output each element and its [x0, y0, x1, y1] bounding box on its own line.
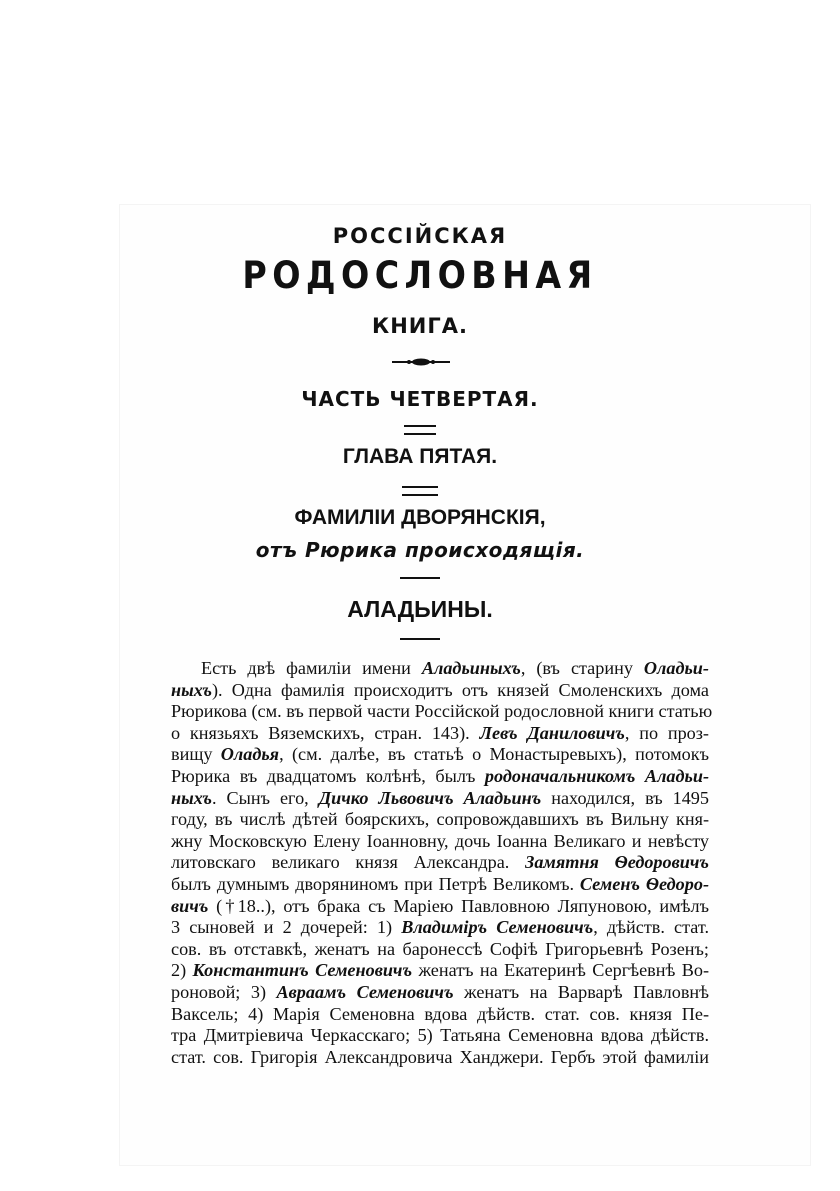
- double-rule: [404, 425, 436, 435]
- text-run: роновой; 3): [171, 981, 277, 1002]
- italic-name: ныхъ: [171, 679, 212, 700]
- text-run: литовскаго великаго князя Александра.: [171, 852, 526, 873]
- text-run: жну Московскую Елену Іоанновну, дочь Іоанна Великаго и невѣсту: [171, 830, 709, 851]
- text-run: 2): [171, 960, 193, 981]
- text-run: (†18..), отъ брака съ Маріею Павловною Ляпуновою, имѣлъ: [208, 895, 709, 916]
- text-line: [171, 939, 709, 961]
- italic-name: Семенъ Ѳедоро-: [579, 873, 710, 894]
- italic-name: Дичко Львовичъ Аладьинъ: [318, 787, 542, 808]
- italic-name: Замятня Ѳедоровичъ: [525, 852, 709, 873]
- text-run: о князьяхъ Вяземскихъ, стран. 143).: [171, 722, 480, 743]
- text-line: [171, 1025, 709, 1047]
- text-line: [171, 723, 709, 745]
- text-line: [171, 874, 709, 896]
- text-line: [171, 852, 709, 874]
- body-paragraph: [171, 658, 713, 1068]
- section-heading-line-1: ФАМИЛІИ ДВОРЯНСКІЯ,: [294, 506, 546, 529]
- text-line: [171, 809, 709, 831]
- title-line-3: КНИГА.: [372, 314, 468, 338]
- text-run: 3 сыновей и 2 дочерей: 1): [171, 917, 402, 938]
- text-run: стат. сов. Григорія Александровича Ханджери. Гербъ этой фамиліи: [171, 1046, 709, 1067]
- text-line: [171, 896, 709, 918]
- text-line: [171, 744, 709, 766]
- text-line: [171, 831, 709, 853]
- italic-name: Левъ Даниловичъ: [479, 722, 625, 743]
- text-run: Ваксель; 4) Марія Семеновна вдова дѣйств. стат. сов. князя Пе-: [171, 1003, 709, 1024]
- part-heading: ЧАСТЬ ЧЕТВЕРТАЯ.: [301, 387, 539, 411]
- text-run: женатъ на Варварѣ Павловнѣ: [453, 981, 710, 1002]
- text-run: , по проз-: [624, 722, 709, 743]
- text-run: женатъ на Екатеринѣ Сергѣевнѣ Во-: [412, 960, 709, 981]
- text-run: Рюрикова (см. въ первой части Россійской родословной книги статью: [171, 701, 713, 722]
- text-run: вищу: [171, 744, 221, 765]
- text-line: [171, 917, 709, 939]
- italic-name: Аладьиныхъ: [421, 658, 521, 678]
- text-run: Есть двѣ фамиліи имени: [201, 658, 422, 678]
- text-line: [171, 680, 709, 702]
- family-heading: АЛАДЬИНЫ.: [347, 596, 493, 622]
- text-run: , (см. далѣе, въ статьѣ о Монастыревыхъ), потомокъ: [279, 744, 710, 765]
- text-line: [171, 982, 709, 1004]
- text-line: [171, 788, 709, 810]
- text-line: [171, 766, 709, 788]
- text-run: , (въ старину: [520, 658, 644, 678]
- title-line-1: РОССІЙСКАЯ: [332, 224, 508, 248]
- text-run: находился, въ 1495: [541, 787, 709, 808]
- italic-name: Авраамъ Семеновичъ: [276, 981, 454, 1002]
- italic-name: родоначальникомъ Аладьи-: [484, 765, 709, 786]
- text-line: [171, 960, 709, 982]
- text-run: сов. въ отставкѣ, женатъ на баронессѣ Софіѣ Григорьевнѣ Розенъ;: [171, 938, 709, 959]
- ornament-divider: [392, 357, 450, 367]
- italic-name: Оладьи-: [643, 658, 709, 678]
- italic-name: вичъ: [171, 895, 209, 916]
- text-run: году, въ числѣ дѣтей боярскихъ, сопровождавшихъ въ Вильну кня-: [171, 809, 709, 830]
- title-line-2: РОДОСЛОВНАЯ: [242, 254, 598, 297]
- text-line: [171, 701, 713, 723]
- text-run: ). Одна фамилія происходитъ отъ князей Смоленскихъ дома: [211, 679, 709, 700]
- text-line: [171, 1004, 709, 1026]
- short-rule: [400, 638, 440, 640]
- text-run: тра Дмитріевича Черкасскаго; 5) Татьяна Семеновна вдова дѣйств.: [171, 1025, 709, 1046]
- short-rule: [400, 577, 440, 579]
- text-line: [171, 1047, 709, 1069]
- section-heading-line-2: отъ Рюрика происходящія.: [255, 538, 585, 562]
- text-run: , дѣйств. стат.: [593, 917, 709, 938]
- text-run: былъ думнымъ дворяниномъ при Петрѣ Великомъ.: [171, 873, 580, 894]
- italic-name: Оладья: [220, 744, 280, 765]
- italic-name: ныхъ: [171, 787, 212, 808]
- italic-name: Константинъ Семеновичъ: [192, 960, 413, 981]
- chapter-heading: ГЛАВА ПЯТАЯ.: [342, 445, 498, 468]
- text-run: Рюрика въ двадцатомъ колѣнѣ, былъ: [171, 765, 485, 786]
- double-rule: [402, 486, 438, 496]
- italic-name: Владиміръ Семеновичъ: [401, 917, 594, 938]
- text-line: [171, 658, 709, 680]
- text-run: . Сынъ его,: [211, 787, 319, 808]
